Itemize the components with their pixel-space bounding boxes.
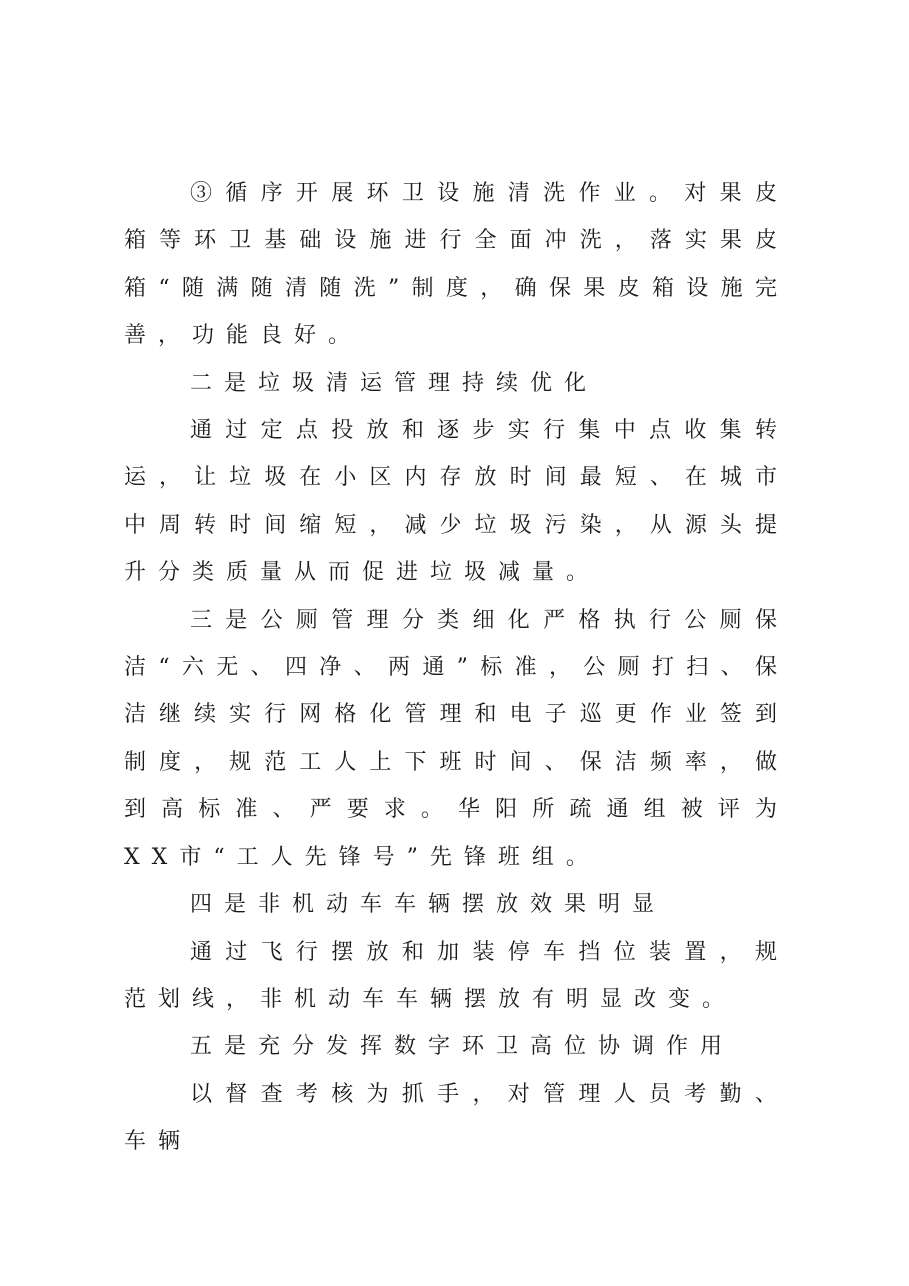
paragraph-sanitation-facility-cleaning: ③循序开展环卫设施清洗作业。对果皮箱等环卫基础设施进行全面冲洗，落实果皮箱“随满随清随洗”制度，确保果皮箱设施完善，功能良好。 xyxy=(124,181,789,349)
document-body xyxy=(124,170,789,1166)
paragraph-public-toilet-management: 三是公厕管理分类细化严格执行公厕保洁“六无、四净、两通”标准，公厕打扫、保洁继续实行网格化管理和电子巡更作业签到制度，规范工人上下班时间、保洁频率，做到高标准、严要求。华阳所疏通组被评为XX市“工人先锋号”先锋班组。 xyxy=(124,607,789,870)
paragraph-garbage-transport: 通过定点投放和逐步实行集中点收集转运，让垃圾在小区内存放时间最短、在城市中周转时间缩短，减少垃圾污染，从源头提升分类质量从而促进垃圾减量。 xyxy=(124,418,789,586)
heading-digital-sanitation: 五是充分发挥数字环卫高位协调作用 xyxy=(190,1034,735,1060)
heading-non-motor-vehicles: 四是非机动车车辆摆放效果明显 xyxy=(190,892,667,918)
paragraph-digital-sanitation: 以督查考核为抓手，对管理人员考勤、车辆 xyxy=(124,1081,789,1155)
heading-garbage-transport: 二是垃圾清运管理持续优化 xyxy=(190,370,599,396)
paragraph-non-motor-vehicles: 通过飞行摆放和加装停车挡位装置，规范划线，非机动车车辆摆放有明显改变。 xyxy=(124,939,789,1012)
